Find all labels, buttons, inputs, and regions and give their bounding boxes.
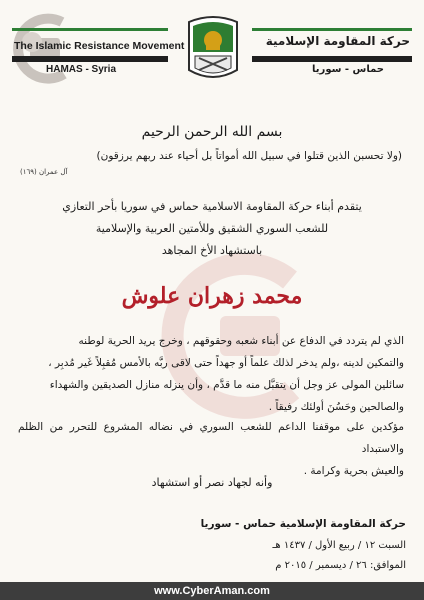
date-gregorian: الموافق: ٢٦ / ديسمبر / ٢٠١٥ م: [275, 560, 406, 571]
paragraph-line: مؤكدين على موقفنا الداعم للشعب السوري في نضاله المشروع للتحرر من الظلم والاستبداد: [18, 421, 404, 455]
closing-slogan: وأنه لجهاد نصر أو استشهاد: [151, 476, 273, 489]
quran-verse: (ولا تحسبن الذين قتلوا في سبيل الله أمواتاً بل أحياء عند ربهم يرزقون): [96, 150, 402, 162]
support-paragraph: [18, 416, 404, 482]
date-hijri: السبت ١٢ / ربيع الأول / ١٤٣٧ هـ: [272, 540, 406, 551]
intro-line: باستشهاد الأخ المجاهد: [161, 244, 263, 257]
paragraph-line: والصالحين وحَسُنَ أولئك رفيقاً .: [268, 401, 404, 413]
intro-line: للشعب السوري الشقيق وللأمتين العربية والإسلامية: [95, 222, 329, 235]
intro-line: يتقدم أبناء حركة المقاومة الاسلامية حماس في سوريا بأحر التعازي: [62, 200, 362, 213]
martyr-name: محمد زهران علوش: [121, 283, 303, 309]
header-rule-green-left: [12, 28, 168, 31]
header-rule-green-right: [252, 28, 412, 31]
hamas-emblem-icon: [185, 12, 241, 82]
org-branch-ar: حماس - سوريا: [312, 64, 384, 75]
signature-org: حركة المقاومة الإسلامية حماس - سوريا: [200, 518, 406, 530]
tribute-paragraph: [18, 330, 404, 418]
condolence-intro: [16, 196, 408, 262]
org-branch-en: HAMAS - Syria: [46, 64, 117, 75]
paragraph-line: والتمكين لدينه ،ولم يدخر لذلك علماً أو جهداً حتى لاقى ربَّه بالأمس مُقبِلاً غَير مُدبِر ،: [48, 357, 404, 369]
verse-reference: آل عمران (١٦٩): [20, 168, 68, 176]
paragraph-line: والعيش بحرية وكرامة .: [303, 465, 404, 477]
org-name-en: The Islamic Resistance Movement: [14, 40, 185, 52]
org-name-ar: حركة المقاومة الإسلامية: [265, 34, 410, 48]
site-watermark-banner: www.CyberAman.com: [0, 582, 424, 600]
paragraph-line: الذي لم يتردد في الدفاع عن أبناء شعبه وحقوقهم ، وخرج يريد الحرية لوطنه: [78, 335, 404, 347]
letterhead: [0, 0, 424, 92]
basmala: بسم الله الرحمن الرحيم: [141, 124, 283, 140]
header-rule-right: [252, 56, 412, 62]
paragraph-line: سائلين المولى عز وجل أن يتقبَّل منه ما قدَّم ، وأن ينزله منازل الصديقين والشهداء: [49, 379, 404, 391]
header-rule-left: [12, 56, 168, 62]
